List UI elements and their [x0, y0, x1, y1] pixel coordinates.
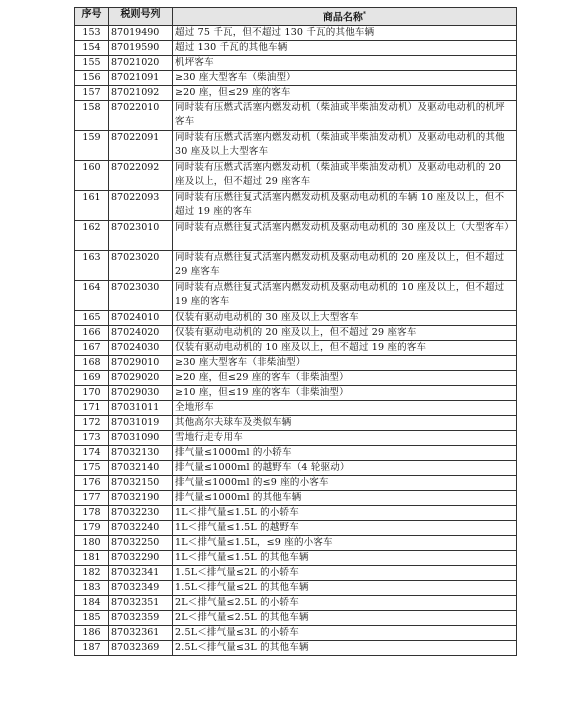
- row-serial-number: 153: [75, 26, 109, 41]
- table-row: [75, 386, 517, 401]
- table-row: [75, 356, 517, 371]
- row-tariff-code: 87023030: [109, 281, 173, 311]
- row-serial-number: 168: [75, 356, 109, 371]
- table-row: [75, 221, 517, 251]
- row-product-name: 仅装有驱动电动机的 10 座及以上，但不超过 19 座的客车: [173, 341, 517, 356]
- row-product-name: 同时装有压燃式活塞内燃发动机（柴油或半柴油发动机）及驱动电动机的其他 30 座及以上大型客车: [173, 131, 517, 161]
- table-row: [75, 431, 517, 446]
- row-tariff-code: 87029020: [109, 371, 173, 386]
- row-tariff-code: 87032290: [109, 551, 173, 566]
- row-tariff-code: 87032369: [109, 641, 173, 656]
- table-row: [75, 131, 517, 161]
- row-product-name: 雪地行走专用车: [173, 431, 517, 446]
- row-serial-number: 160: [75, 161, 109, 191]
- row-tariff-code: 87032140: [109, 461, 173, 476]
- row-serial-number: 187: [75, 641, 109, 656]
- row-tariff-code: 87022091: [109, 131, 173, 161]
- row-serial-number: 180: [75, 536, 109, 551]
- row-serial-number: 175: [75, 461, 109, 476]
- row-serial-number: 172: [75, 416, 109, 431]
- row-serial-number: 154: [75, 41, 109, 56]
- row-serial-number: 181: [75, 551, 109, 566]
- row-product-name: 全地形车: [173, 401, 517, 416]
- row-serial-number: 159: [75, 131, 109, 161]
- table-row: [75, 506, 517, 521]
- row-tariff-code: 87022092: [109, 161, 173, 191]
- row-tariff-code: 87019590: [109, 41, 173, 56]
- table-row: [75, 251, 517, 281]
- row-tariff-code: 87031090: [109, 431, 173, 446]
- row-serial-number: 176: [75, 476, 109, 491]
- table-row: [75, 101, 517, 131]
- row-product-name: 2.5L＜排气量≤3L 的小轿车: [173, 626, 517, 641]
- table-row: [75, 461, 517, 476]
- row-tariff-code: 87022010: [109, 101, 173, 131]
- row-product-name: 1L＜排气量≤1.5L 的其他车辆: [173, 551, 517, 566]
- row-serial-number: 155: [75, 56, 109, 71]
- row-product-name: 1L＜排气量≤1.5L 的越野车: [173, 521, 517, 536]
- table-row: [75, 536, 517, 551]
- row-product-name: 同时装有点燃往复式活塞内燃发动机及驱动电动机的 20 座及以上，但不超过 29 座客车: [173, 251, 517, 281]
- row-tariff-code: 87032250: [109, 536, 173, 551]
- row-product-name: ≥20 座，但≤29 座的客车: [173, 86, 517, 101]
- table-row: [75, 281, 517, 311]
- row-tariff-code: 87032230: [109, 506, 173, 521]
- row-product-name: 超过 130 千瓦的其他车辆: [173, 41, 517, 56]
- header-note-mark: *: [362, 11, 367, 18]
- row-tariff-code: 87031011: [109, 401, 173, 416]
- row-product-name: 2L＜排气量≤2.5L 的小轿车: [173, 596, 517, 611]
- row-serial-number: 177: [75, 491, 109, 506]
- row-serial-number: 186: [75, 626, 109, 641]
- table-row: [75, 26, 517, 41]
- row-tariff-code: 87032341: [109, 566, 173, 581]
- row-serial-number: 162: [75, 221, 109, 251]
- row-product-name: 同时装有压燃式活塞内燃发动机（柴油或半柴油发动机）及驱动电动机的 20 座及以上，但不超过 29 座客车: [173, 161, 517, 191]
- row-tariff-code: 87019490: [109, 26, 173, 41]
- table-row: [75, 86, 517, 101]
- row-tariff-code: 87021091: [109, 71, 173, 86]
- row-product-name: 1.5L＜排气量≤2L 的其他车辆: [173, 581, 517, 596]
- row-serial-number: 161: [75, 191, 109, 221]
- row-tariff-code: 87024020: [109, 326, 173, 341]
- row-tariff-code: 87021020: [109, 56, 173, 71]
- row-product-name: 超过 75 千瓦，但不超过 130 千瓦的其他车辆: [173, 26, 517, 41]
- row-product-name: 排气量≤1000ml 的小轿车: [173, 446, 517, 461]
- row-serial-number: 158: [75, 101, 109, 131]
- row-serial-number: 182: [75, 566, 109, 581]
- row-tariff-code: 87032150: [109, 476, 173, 491]
- table-row: [75, 71, 517, 86]
- row-product-name: 2L＜排气量≤2.5L 的其他车辆: [173, 611, 517, 626]
- header-tariff-code: 税则号列: [109, 8, 173, 26]
- table-row: [75, 611, 517, 626]
- row-product-name: 2.5L＜排气量≤3L 的其他车辆: [173, 641, 517, 656]
- row-serial-number: 173: [75, 431, 109, 446]
- table-row: [75, 581, 517, 596]
- header-serial-number: 序号: [75, 8, 109, 26]
- row-product-name: 同时装有点燃往复式活塞内燃发动机及驱动电动机的 30 座及以上（大型客车）: [173, 221, 517, 251]
- table-row: [75, 491, 517, 506]
- row-tariff-code: 87029010: [109, 356, 173, 371]
- table-row: [75, 41, 517, 56]
- row-serial-number: 170: [75, 386, 109, 401]
- row-serial-number: 178: [75, 506, 109, 521]
- row-tariff-code: 87032130: [109, 446, 173, 461]
- table-row: [75, 596, 517, 611]
- row-tariff-code: 87032190: [109, 491, 173, 506]
- row-serial-number: 166: [75, 326, 109, 341]
- table-row: [75, 161, 517, 191]
- tariff-table: [74, 7, 517, 656]
- table-row: [75, 641, 517, 656]
- row-tariff-code: 87021092: [109, 86, 173, 101]
- table-row: [75, 446, 517, 461]
- row-product-name: ≥30 座大型客车（非柴油型）: [173, 356, 517, 371]
- row-tariff-code: 87023020: [109, 251, 173, 281]
- table-body: [75, 26, 517, 656]
- row-tariff-code: 87032361: [109, 626, 173, 641]
- row-product-name: 1L＜排气量≤1.5L，≤9 座的小客车: [173, 536, 517, 551]
- row-serial-number: 169: [75, 371, 109, 386]
- row-serial-number: 164: [75, 281, 109, 311]
- row-serial-number: 167: [75, 341, 109, 356]
- row-product-name: 排气量≤1000ml 的其他车辆: [173, 491, 517, 506]
- row-serial-number: 163: [75, 251, 109, 281]
- row-product-name: ≥20 座，但≤29 座的客车（非柴油型）: [173, 371, 517, 386]
- row-tariff-code: 87023010: [109, 221, 173, 251]
- table-row: [75, 551, 517, 566]
- table-row: [75, 626, 517, 641]
- row-product-name: ≥30 座大型客车（柴油型）: [173, 71, 517, 86]
- row-tariff-code: 87032359: [109, 611, 173, 626]
- row-product-name: 同时装有压燃往复式活塞内燃发动机及驱动电动机的车辆 10 座及以上，但不超过 19 座的客车: [173, 191, 517, 221]
- row-tariff-code: 87032349: [109, 581, 173, 596]
- row-product-name: 机坪客车: [173, 56, 517, 71]
- row-product-name: 同时装有点燃往复式活塞内燃发动机及驱动电动机的 10 座及以上，但不超过 19 座的客车: [173, 281, 517, 311]
- row-tariff-code: 87022093: [109, 191, 173, 221]
- row-product-name: 排气量≤1000ml 的越野车（4 轮驱动）: [173, 461, 517, 476]
- row-product-name: 仅装有驱动电动机的 30 座及以上大型客车: [173, 311, 517, 326]
- table-row: [75, 341, 517, 356]
- row-serial-number: 171: [75, 401, 109, 416]
- row-serial-number: 165: [75, 311, 109, 326]
- table-row: [75, 311, 517, 326]
- row-product-name: ≥10 座，但≤19 座的客车（非柴油型）: [173, 386, 517, 401]
- row-serial-number: 157: [75, 86, 109, 101]
- row-tariff-code: 87032240: [109, 521, 173, 536]
- row-product-name: 排气量≤1000ml 的≤9 座的小客车: [173, 476, 517, 491]
- row-product-name: 其他高尔夫球车及类似车辆: [173, 416, 517, 431]
- table-row: [75, 56, 517, 71]
- row-serial-number: 183: [75, 581, 109, 596]
- row-tariff-code: 87029030: [109, 386, 173, 401]
- row-product-name: 仅装有驱动电动机的 20 座及以上，但不超过 29 座客车: [173, 326, 517, 341]
- table-row: [75, 416, 517, 431]
- row-serial-number: 184: [75, 596, 109, 611]
- table-row: [75, 521, 517, 536]
- row-serial-number: 185: [75, 611, 109, 626]
- header-product-name-label: 商品名称: [322, 12, 363, 24]
- table-row: [75, 371, 517, 386]
- table-row: [75, 566, 517, 581]
- row-serial-number: 156: [75, 71, 109, 86]
- row-serial-number: 179: [75, 521, 109, 536]
- table-row: [75, 326, 517, 341]
- table-header-row: [75, 8, 517, 26]
- row-serial-number: 174: [75, 446, 109, 461]
- table-row: [75, 191, 517, 221]
- row-tariff-code: 87032351: [109, 596, 173, 611]
- row-product-name: 同时装有压燃式活塞内燃发动机（柴油或半柴油发动机）及驱动电动机的机坪客车: [173, 101, 517, 131]
- header-product-name: [173, 8, 517, 26]
- row-tariff-code: 87031019: [109, 416, 173, 431]
- row-tariff-code: 87024030: [109, 341, 173, 356]
- table-row: [75, 401, 517, 416]
- row-product-name: 1.5L＜排气量≤2L 的小轿车: [173, 566, 517, 581]
- row-tariff-code: 87024010: [109, 311, 173, 326]
- table-row: [75, 476, 517, 491]
- row-product-name: 1L＜排气量≤1.5L 的小轿车: [173, 506, 517, 521]
